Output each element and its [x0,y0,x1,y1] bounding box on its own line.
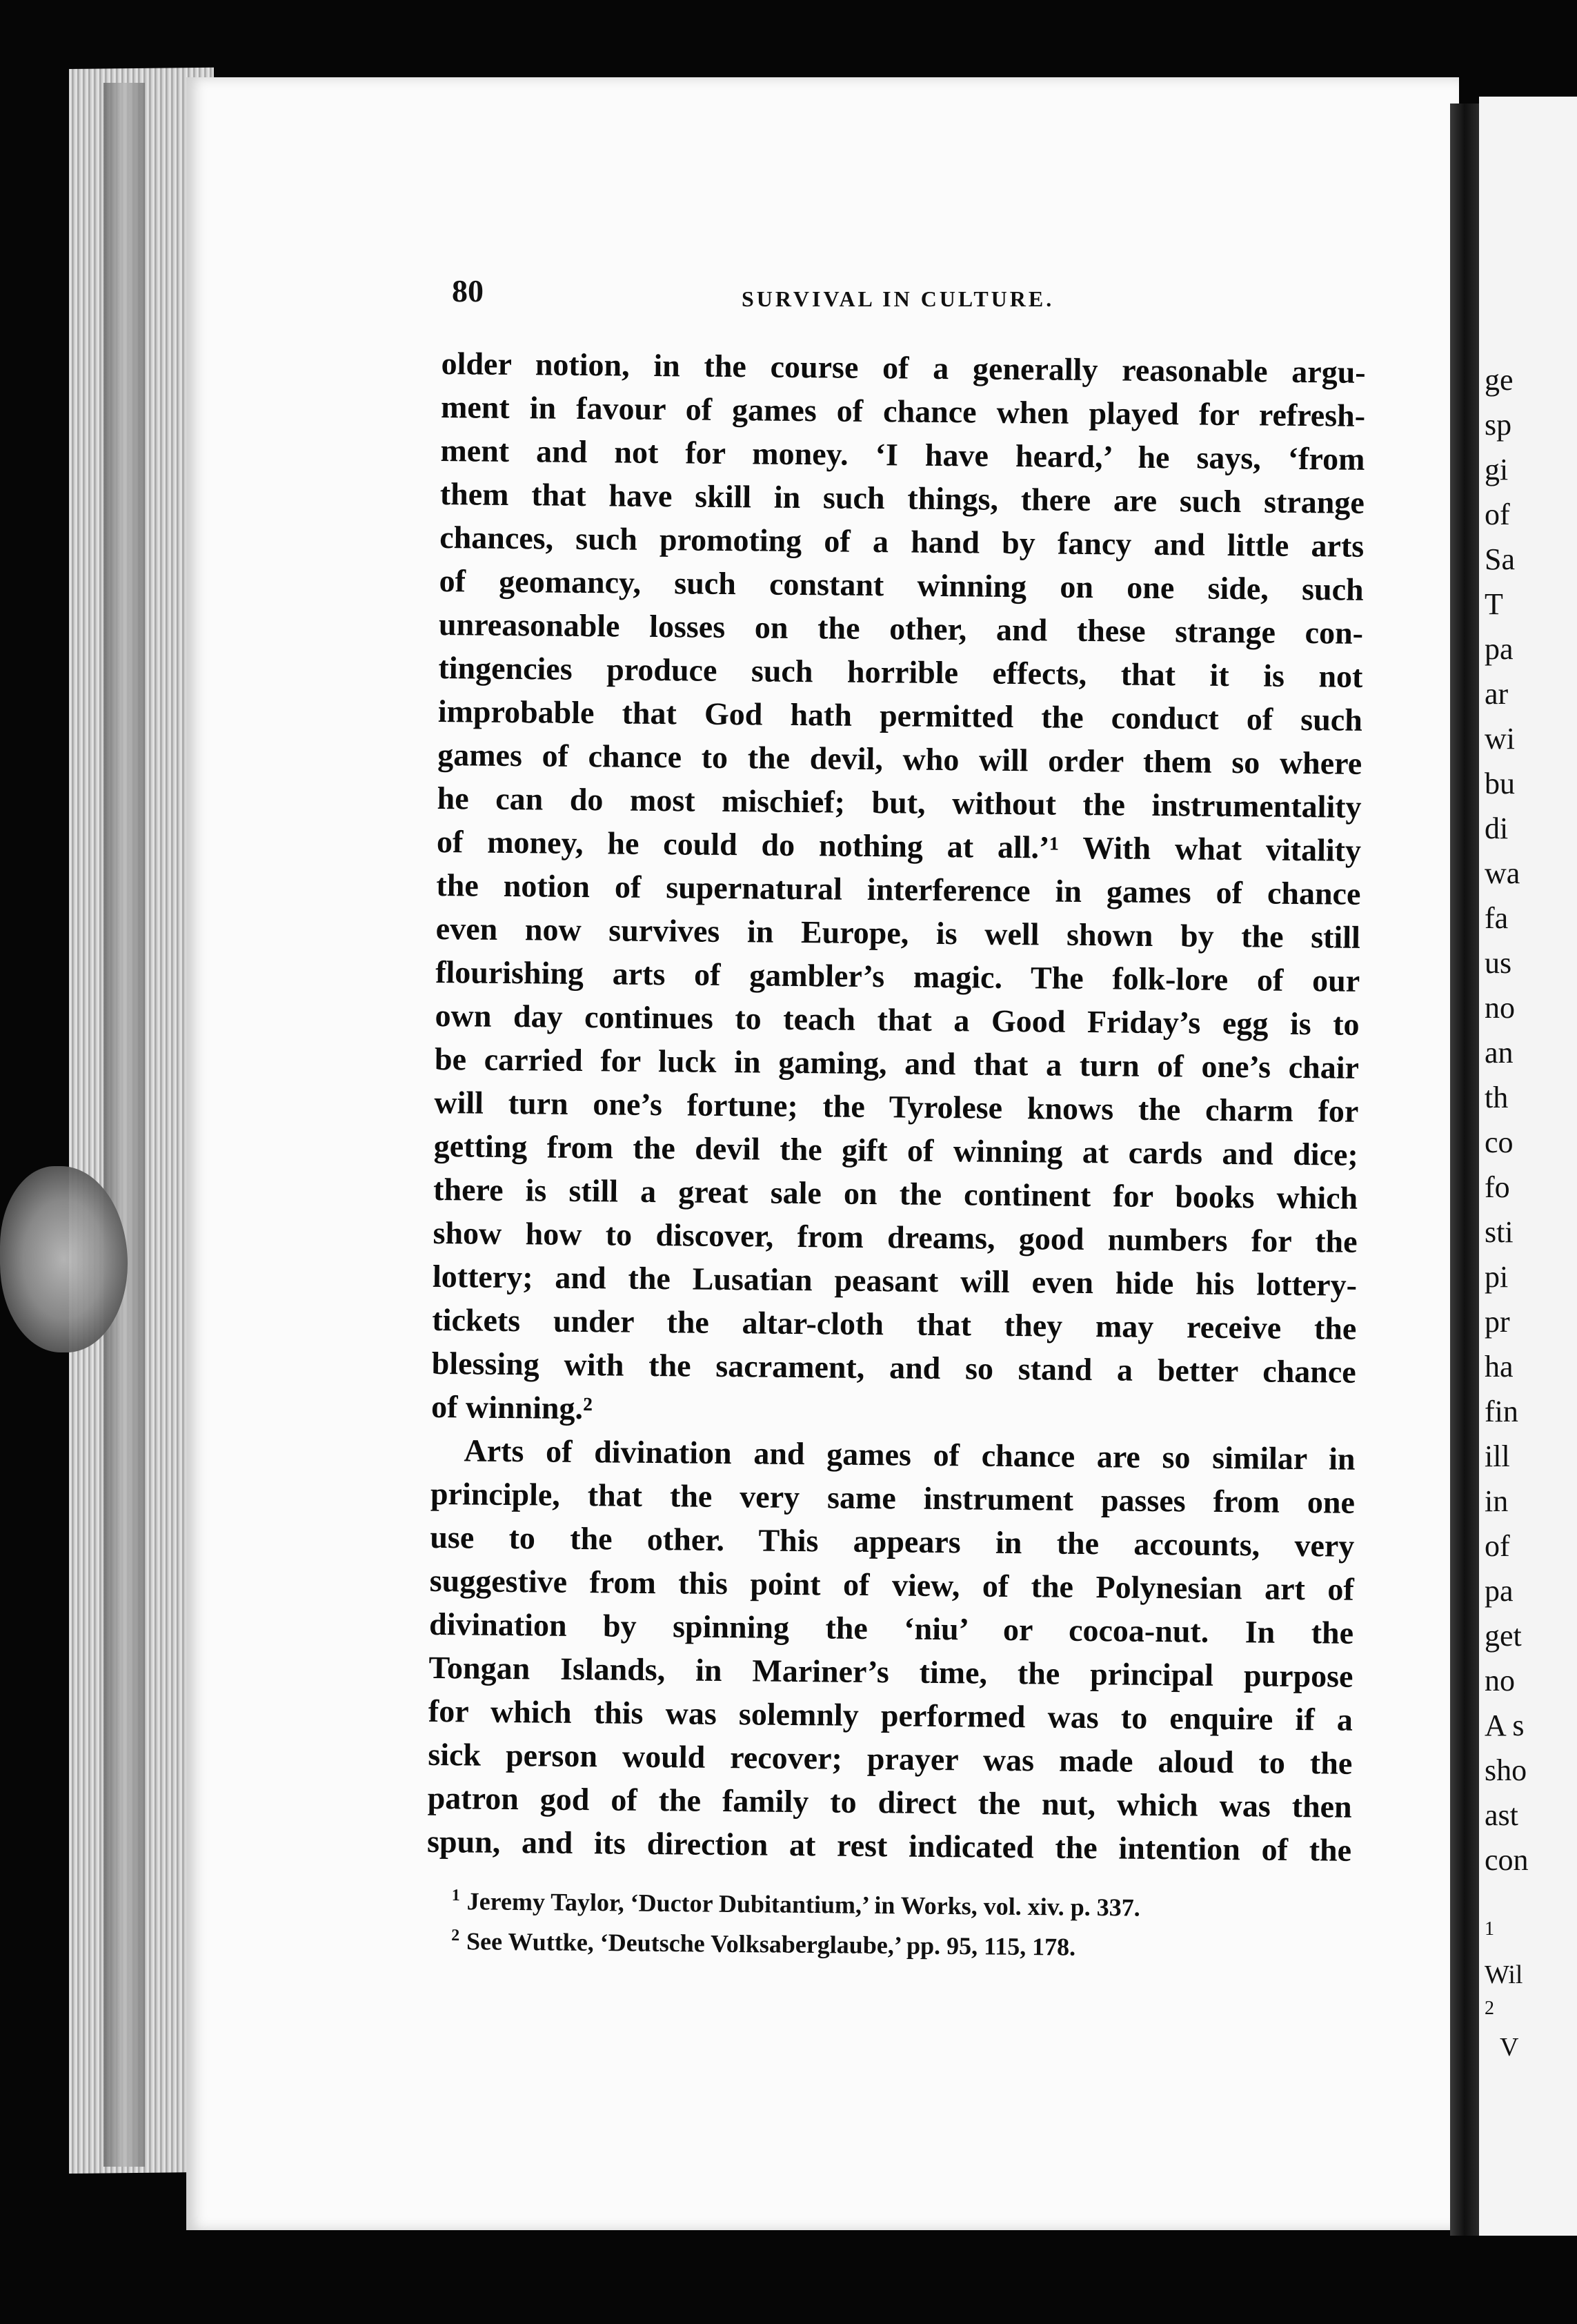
facing-fragment: con [1485,1843,1529,1877]
text-line: unreasonable losses on the other, and these strange con- [438,606,1364,651]
text-line: Tongan Islands, in Mariner’s time, the principal purpose [428,1649,1353,1694]
text-line: games of chance to the devil, who will order them so where [437,736,1362,781]
facing-fragment: fa [1485,901,1509,935]
text-line: sick person would recover; prayer was made aloud to the [428,1736,1353,1781]
text-line: own day continues to teach that a Good Friday’s egg is to [435,997,1360,1042]
text-line: for which this was solemnly performed was to enquire if a [428,1693,1353,1737]
text-line: will turn one’s fortune; the Tyrolese knows the charm for [434,1084,1359,1129]
facing-fragment: of [1485,498,1510,531]
facing-fragment: pi [1485,1260,1509,1294]
facing-fragment: wi [1485,722,1515,756]
text-line: ment in favour of games of chance when played for refresh- [440,388,1366,433]
text-line: the notion of supernatural interference in games of chance [436,867,1361,912]
facing-fragment: Wil [1485,1960,1523,1989]
facing-fragment: in [1485,1484,1509,1518]
facing-fragment: V [1500,2033,1519,2062]
facing-fragment: fin [1485,1395,1518,1428]
facing-fragment: pa [1485,632,1514,666]
facing-fragment: T [1485,587,1503,621]
facing-fragment: an [1485,1036,1514,1070]
page-number: 80 [452,273,484,308]
facing-fragment: us [1485,946,1512,980]
text-line: be carried for luck in gaming, and that a turn of one’s chair [434,1041,1360,1085]
running-head: SURVIVAL IN CULTURE. [742,286,1055,311]
text-line: older notion, in the course of a generally reasonable argu- [441,345,1366,390]
text-line: improbable that God hath permitted the conduct of such [437,693,1363,738]
text-line: there is still a great sale on the continent for books which [433,1171,1358,1216]
facing-fragment: ge [1485,363,1514,397]
text-line: lottery; and the Lusatian peasant will even hide his lottery- [432,1258,1358,1303]
text-line: tingencies produce such horrible effects, that it is not [438,649,1363,694]
facing-fragment: wa [1485,856,1520,890]
facing-fragment: sp [1485,408,1512,442]
text-line: patron god of the family to direct the nut, which was then [427,1780,1352,1824]
facing-fragment: gi [1485,453,1509,486]
book-gutter [1450,104,1479,2236]
book-edge-shadow [103,83,145,2167]
text-line: of geomancy, such constant winning on one side, such [439,562,1364,607]
text-line: divination by spinning the ‘niu’ or cocoa-nut. In the [428,1606,1354,1651]
text-line: getting from the devil the gift of winning at cards and dice; [433,1127,1358,1172]
footnote-text: Jeremy Taylor, ‘Ductor Dubitantium,’ in Works, vol. xiv. p. 337. [466,1887,1140,1922]
facing-fragment: pa [1485,1574,1514,1608]
text-line: principle, that the very same instrument passes from one [430,1475,1356,1520]
footnote-text: See Wuttke, ‘Deutsche Volksaberglaube,’ pp. 95, 115, 178. [466,1927,1076,1961]
facing-fragment: di [1485,811,1509,845]
facing-fragment: no [1485,1664,1515,1697]
text-line: ment and not for money. ‘I have heard,’ he says, ‘from [440,432,1365,477]
facing-fragment: no [1485,991,1515,1025]
text-line: blessing with the sacrament, and so stand a better chance [431,1345,1356,1390]
body-text [427,342,1366,1872]
footnote-mark: 1 [451,1886,460,1905]
facing-fragment: ha [1485,1350,1514,1383]
text-line: show how to discover, from dreams, good numbers for the [433,1214,1358,1259]
page-header [452,273,1376,314]
facing-fragment: of [1485,1529,1510,1563]
facing-fragment: sho [1485,1753,1527,1787]
text-line: even now survives in Europe, is well shown by the still [435,910,1361,955]
facing-fragment: Sa [1485,542,1515,576]
facing-fragment: ar [1485,677,1509,711]
facing-fragment: bu [1485,767,1515,800]
facing-fragment: co [1485,1125,1514,1159]
text-line: he can do most mischief; but, without the instrumentality [437,780,1362,825]
text-line: them that have skill in such things, there are such strange [439,475,1365,520]
text-line: chances, such promoting of a hand by fancy and little arts [439,519,1365,564]
text-line: of winning.² [430,1388,593,1426]
facing-fragment: get [1485,1619,1522,1653]
footnotes [451,1878,1349,1967]
text-line: of money, he could do nothing at all.’¹ With what vitality [436,823,1362,868]
footnote-mark: 2 [451,1926,460,1945]
text-line: suggestive from this point of view, of the Polynesian art of [429,1562,1354,1607]
facing-fragment: A s [1485,1708,1525,1742]
text-line: flourishing arts of gambler’s magic. The folk-lore of our [435,954,1360,998]
facing-fragment: sti [1485,1215,1514,1249]
facing-fragment: th [1485,1081,1509,1114]
facing-fragment: ill [1485,1439,1510,1473]
facing-fragment: fo [1485,1170,1510,1204]
text-line: spun, and its direction at rest indicated the intention of the [426,1823,1352,1868]
text-line: use to the other. This appears in the accounts, very [430,1519,1355,1564]
facing-page [1479,97,1577,2236]
facing-fragment: ast [1485,1798,1518,1832]
paragraph-start-line: Arts of divination and games of chance are so similar in [464,1432,1356,1477]
text-line: tickets under the altar-cloth that they may receive the [432,1301,1357,1346]
facing-fragment: 2 [1485,1998,1494,2019]
facing-fragment: 1 [1485,1918,1494,1940]
facing-fragment: pr [1485,1305,1510,1339]
